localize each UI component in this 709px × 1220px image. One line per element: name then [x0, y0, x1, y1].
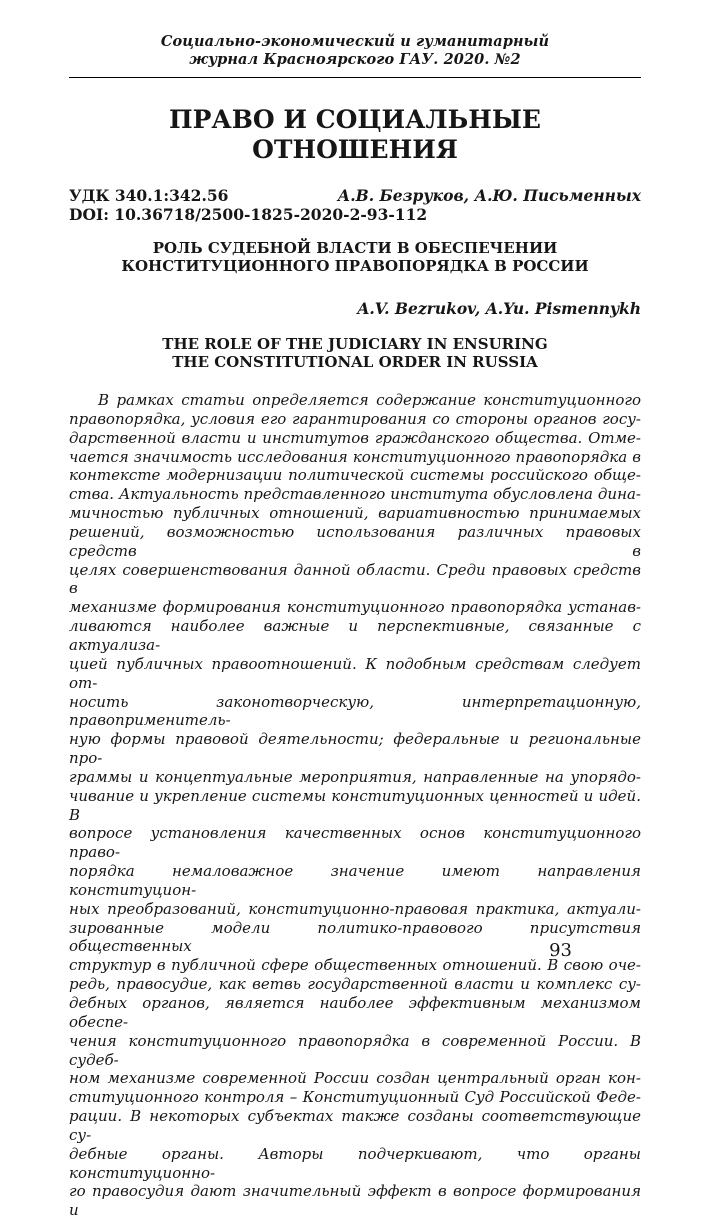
section-title-line1: ПРАВО И СОЦИАЛЬНЫЕ — [169, 105, 541, 134]
abstract-line: носить законотворческую, интерпретационную, правоприменитель- — [69, 692, 641, 730]
abstract-line: дебные органы. Авторы подчеркивают, что органы конституционно- — [69, 1144, 641, 1182]
abstract-line: дарственной власти и институтов гражданского общества. Отме- — [69, 428, 641, 447]
article-title-ru-line1: РОЛЬ СУДЕБНОЙ ВЛАСТИ В ОБЕСПЕЧЕНИИ — [152, 239, 558, 257]
abstract-line: порядка немаловажное значение имеют направления конституцион- — [69, 862, 641, 899]
abstract-line: механизме формирования конституционного правопорядка устанав- — [69, 598, 641, 617]
abstract-line: контексте модернизации политической системы российского обще- — [69, 466, 641, 485]
abstract-line: редь, правосудие, как ветвь государственной власти и комплекс су- — [69, 975, 641, 994]
abstract-line: дебных органов, является наиболее эффективным механизмом обеспе- — [69, 994, 641, 1031]
authors-ru: А.В. Безруков, А.Ю. Письменных — [337, 186, 641, 205]
abstract-line: ных преобразований, конституционно-правовая практика, актуали- — [69, 899, 641, 918]
abstract-line: целях совершенствования данной области. Среди правовых средств в — [69, 560, 641, 598]
abstract-line: В рамках статьи определяется содержание конституционного — [98, 391, 641, 409]
udk-authors-row — [69, 186, 641, 205]
abstract-line: граммы и концептуальные мероприятия, направленные на упорядо- — [69, 767, 641, 786]
header-divider — [69, 77, 641, 78]
article-title-en-line1: THE ROLE OF THE JUDICIARY IN ENSURING — [162, 335, 548, 353]
abstract-line: правопорядка, условия его гарантирования со стороны органов госу- — [69, 409, 641, 428]
abstract-line: решений, возможностью использования различных правовых средств в — [69, 522, 641, 560]
article-title-ru-line2: КОНСТИТУЦИОННОГО ПРАВОПОРЯДКА В РОССИИ — [121, 257, 589, 275]
doi: DOI: 10.36718/2500-1825-2020-2-93-112 — [69, 205, 428, 224]
article-meta — [69, 186, 641, 224]
journal-header-line2: журнал Красноярского ГАУ. 2020. №2 — [189, 50, 521, 68]
abstract-line: рации. В некоторых субъектах также созданы соответствующие су- — [69, 1107, 641, 1144]
abstract-line: чивание и укрепление системы конституционных ценностей и идей. В — [69, 786, 641, 824]
abstract-line: ства. Актуальность представленного института обусловлена дина- — [69, 485, 641, 504]
abstract-line: чения конституционного правопорядка в современной России. В судеб- — [69, 1031, 641, 1069]
section-title-line2: ОТНОШЕНИЯ — [252, 135, 458, 164]
abstract-line: ном механизме современной России создан центральный орган кон- — [69, 1069, 641, 1088]
journal-header-line1: Социально-экономический и гуманитарный — [160, 33, 550, 50]
article-title-en-line2: THE CONSTITUTIONAL ORDER IN RUSSIA — [172, 353, 538, 371]
abstract-line: чается значимость исследования конституционного правопорядка в — [69, 447, 641, 466]
abstract-line: вопросе установления качественных основ конституционного право- — [69, 824, 641, 862]
article-title-en — [69, 335, 641, 371]
journal-header — [69, 33, 641, 68]
authors-en: A.V. Bezrukov, A.Yu. Pismennykh — [357, 299, 641, 318]
abstract-line: структур в публичной сфере общественных отношений. В свою оче- — [69, 956, 641, 975]
abstract-line: ную формы правовой деятельности; федеральные и региональные про- — [69, 730, 641, 768]
udk-code: УДК 340.1:342.56 — [69, 186, 229, 205]
article-title-ru — [69, 239, 641, 275]
abstract-line: ституционного контроля – Конституционный Суд Российской Феде- — [69, 1088, 641, 1107]
abstract-line: го правосудия дают значительный эффект в вопросе формирования и — [69, 1182, 641, 1220]
abstract-line: зированные модели политико-правового присутствия общественных — [69, 918, 641, 956]
section-title — [69, 105, 641, 165]
abstract — [69, 391, 641, 1220]
page-number: 93 — [549, 940, 572, 961]
abstract-line: мичностью публичных отношений, вариативностью принимаемых — [69, 504, 641, 523]
abstract-line: ливаются наиболее важные и перспективные, связанные с актуализа- — [69, 617, 641, 654]
abstract-line: цией публичных правоотношений. К подобным средствам следует от- — [69, 654, 641, 692]
